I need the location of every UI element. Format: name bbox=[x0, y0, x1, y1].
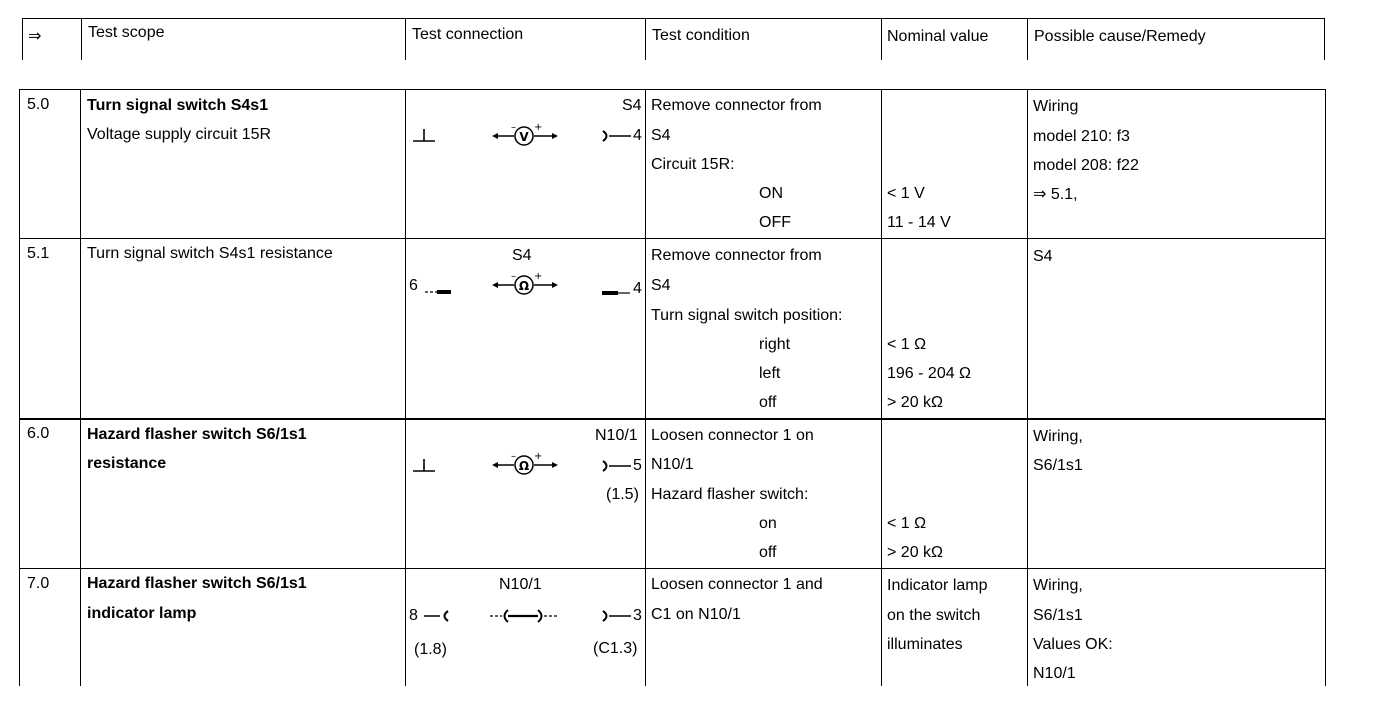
meter-label: V bbox=[519, 130, 529, 144]
condition-text: Turn signal switch position: bbox=[651, 307, 843, 324]
row-rule bbox=[19, 568, 1326, 569]
header-divider bbox=[645, 18, 646, 60]
pin-number: 6 bbox=[409, 277, 418, 294]
header-top-rule bbox=[22, 18, 1325, 19]
header-test-condition: Test condition bbox=[652, 27, 750, 44]
cause-text: Values OK: bbox=[1033, 636, 1113, 653]
nominal-value: on the switch bbox=[887, 607, 981, 624]
pin-reference: (C1.3) bbox=[593, 640, 638, 657]
nominal-value: 196 - 204 Ω bbox=[887, 365, 972, 382]
scope-title: indicator lamp bbox=[87, 605, 197, 622]
col-rule bbox=[1325, 89, 1326, 686]
cause-text: Wiring, bbox=[1033, 577, 1083, 594]
header-test-scope: Test scope bbox=[88, 24, 165, 41]
condition-state: right bbox=[759, 336, 791, 353]
connector-label: N10/1 bbox=[595, 427, 638, 444]
col-rule bbox=[80, 89, 81, 686]
row-number: 5.0 bbox=[27, 96, 50, 113]
indicator-lamp-icon bbox=[488, 606, 562, 629]
pin-number: 5 bbox=[633, 457, 642, 474]
header-arrow: ⇒ bbox=[28, 28, 42, 45]
ohmmeter-icon bbox=[490, 269, 560, 302]
pin-number: 4 bbox=[633, 127, 642, 144]
pin-reference: (1.5) bbox=[606, 486, 639, 503]
ground-symbol-icon bbox=[411, 455, 437, 478]
cause-text: model 208: f22 bbox=[1033, 157, 1139, 174]
header-test-connection: Test connection bbox=[412, 26, 524, 43]
header-divider bbox=[1027, 18, 1028, 60]
nominal-value: > 20 kΩ bbox=[887, 544, 943, 561]
nominal-value: < 1 Ω bbox=[887, 336, 927, 353]
connector-label: N10/1 bbox=[499, 576, 542, 593]
meter-label: Ω bbox=[518, 459, 530, 473]
scope-title: Hazard flasher switch S6/1s1 bbox=[87, 575, 307, 592]
cause-text: N10/1 bbox=[1033, 665, 1076, 682]
condition-state: left bbox=[759, 365, 781, 382]
svg-text:–: – bbox=[511, 271, 516, 282]
row-number: 6.0 bbox=[27, 425, 50, 442]
condition-text: C1 on N10/1 bbox=[651, 606, 741, 623]
pin-number: 8 bbox=[409, 607, 418, 624]
socket-symbol-icon bbox=[601, 458, 635, 477]
plug-symbol-icon bbox=[423, 284, 453, 300]
ground-symbol-icon bbox=[411, 125, 437, 148]
condition-text: N10/1 bbox=[651, 456, 694, 473]
condition-state: off bbox=[759, 394, 777, 411]
col-rule bbox=[881, 89, 882, 686]
header-divider bbox=[405, 18, 406, 60]
cause-text: S6/1s1 bbox=[1033, 607, 1083, 624]
plug-symbol-icon bbox=[602, 285, 630, 301]
row-rule bbox=[19, 89, 1326, 90]
condition-text: S4 bbox=[651, 127, 671, 144]
pin-reference: (1.8) bbox=[414, 641, 447, 658]
socket-symbol-icon bbox=[422, 608, 452, 627]
nominal-value: > 20 kΩ bbox=[887, 394, 943, 411]
svg-text:+: + bbox=[534, 122, 543, 133]
header-divider bbox=[22, 18, 23, 60]
header-divider bbox=[81, 18, 82, 60]
socket-symbol-icon bbox=[601, 128, 635, 147]
condition-text: Loosen connector 1 on bbox=[651, 427, 814, 444]
cause-text: S4 bbox=[1033, 248, 1053, 265]
socket-symbol-icon bbox=[601, 608, 635, 627]
cause-text: Wiring bbox=[1033, 98, 1079, 115]
condition-text: Hazard flasher switch: bbox=[651, 486, 809, 503]
condition-text: Remove connector from bbox=[651, 97, 822, 114]
scope-title: Turn signal switch S4s1 bbox=[87, 97, 269, 114]
header-divider bbox=[881, 18, 882, 60]
header-divider bbox=[1324, 18, 1325, 60]
nominal-value: Indicator lamp bbox=[887, 577, 988, 594]
svg-text:–: – bbox=[511, 451, 516, 462]
condition-state: OFF bbox=[759, 214, 791, 231]
svg-text:+: + bbox=[534, 271, 543, 282]
ohmmeter-icon bbox=[490, 449, 560, 482]
condition-state: off bbox=[759, 544, 777, 561]
svg-text:+: + bbox=[534, 451, 543, 462]
row-number: 5.1 bbox=[27, 245, 50, 262]
scope-title: Hazard flasher switch S6/1s1 bbox=[87, 426, 307, 443]
nominal-value: illuminates bbox=[887, 636, 963, 653]
nominal-value: < 1 Ω bbox=[887, 515, 927, 532]
meter-label: Ω bbox=[518, 279, 530, 293]
pin-number: 3 bbox=[633, 607, 642, 624]
cause-text: Wiring, bbox=[1033, 428, 1083, 445]
scope-title: resistance bbox=[87, 455, 167, 472]
nominal-value: 11 - 14 V bbox=[887, 214, 951, 231]
condition-text: Circuit 15R: bbox=[651, 156, 735, 173]
voltmeter-icon bbox=[490, 120, 560, 153]
condition-text: S4 bbox=[651, 277, 671, 294]
row-number: 7.0 bbox=[27, 575, 50, 592]
col-rule bbox=[405, 89, 406, 686]
scope-text: Turn signal switch S4s1 resistance bbox=[87, 245, 333, 262]
col-rule bbox=[19, 89, 20, 686]
svg-text:–: – bbox=[511, 122, 516, 133]
col-rule bbox=[645, 89, 646, 686]
row-rule bbox=[19, 418, 1326, 420]
header-nominal-value: Nominal value bbox=[887, 28, 989, 45]
nominal-value: < 1 V bbox=[887, 185, 925, 202]
condition-text: Remove connector from bbox=[651, 247, 822, 264]
connector-label: S4 bbox=[622, 97, 642, 114]
connector-label: S4 bbox=[512, 247, 532, 264]
row-rule bbox=[19, 238, 1326, 239]
cause-text: ⇒ 5.1, bbox=[1033, 186, 1078, 203]
col-rule bbox=[1027, 89, 1028, 686]
condition-state: ON bbox=[759, 185, 783, 202]
condition-state: on bbox=[759, 515, 777, 532]
header-possible-cause: Possible cause/Remedy bbox=[1034, 28, 1206, 45]
condition-text: Loosen connector 1 and bbox=[651, 576, 823, 593]
cause-text: model 210: f3 bbox=[1033, 128, 1130, 145]
scope-text: Voltage supply circuit 15R bbox=[87, 126, 272, 143]
cause-text: S6/1s1 bbox=[1033, 457, 1083, 474]
pin-number: 4 bbox=[633, 280, 642, 297]
